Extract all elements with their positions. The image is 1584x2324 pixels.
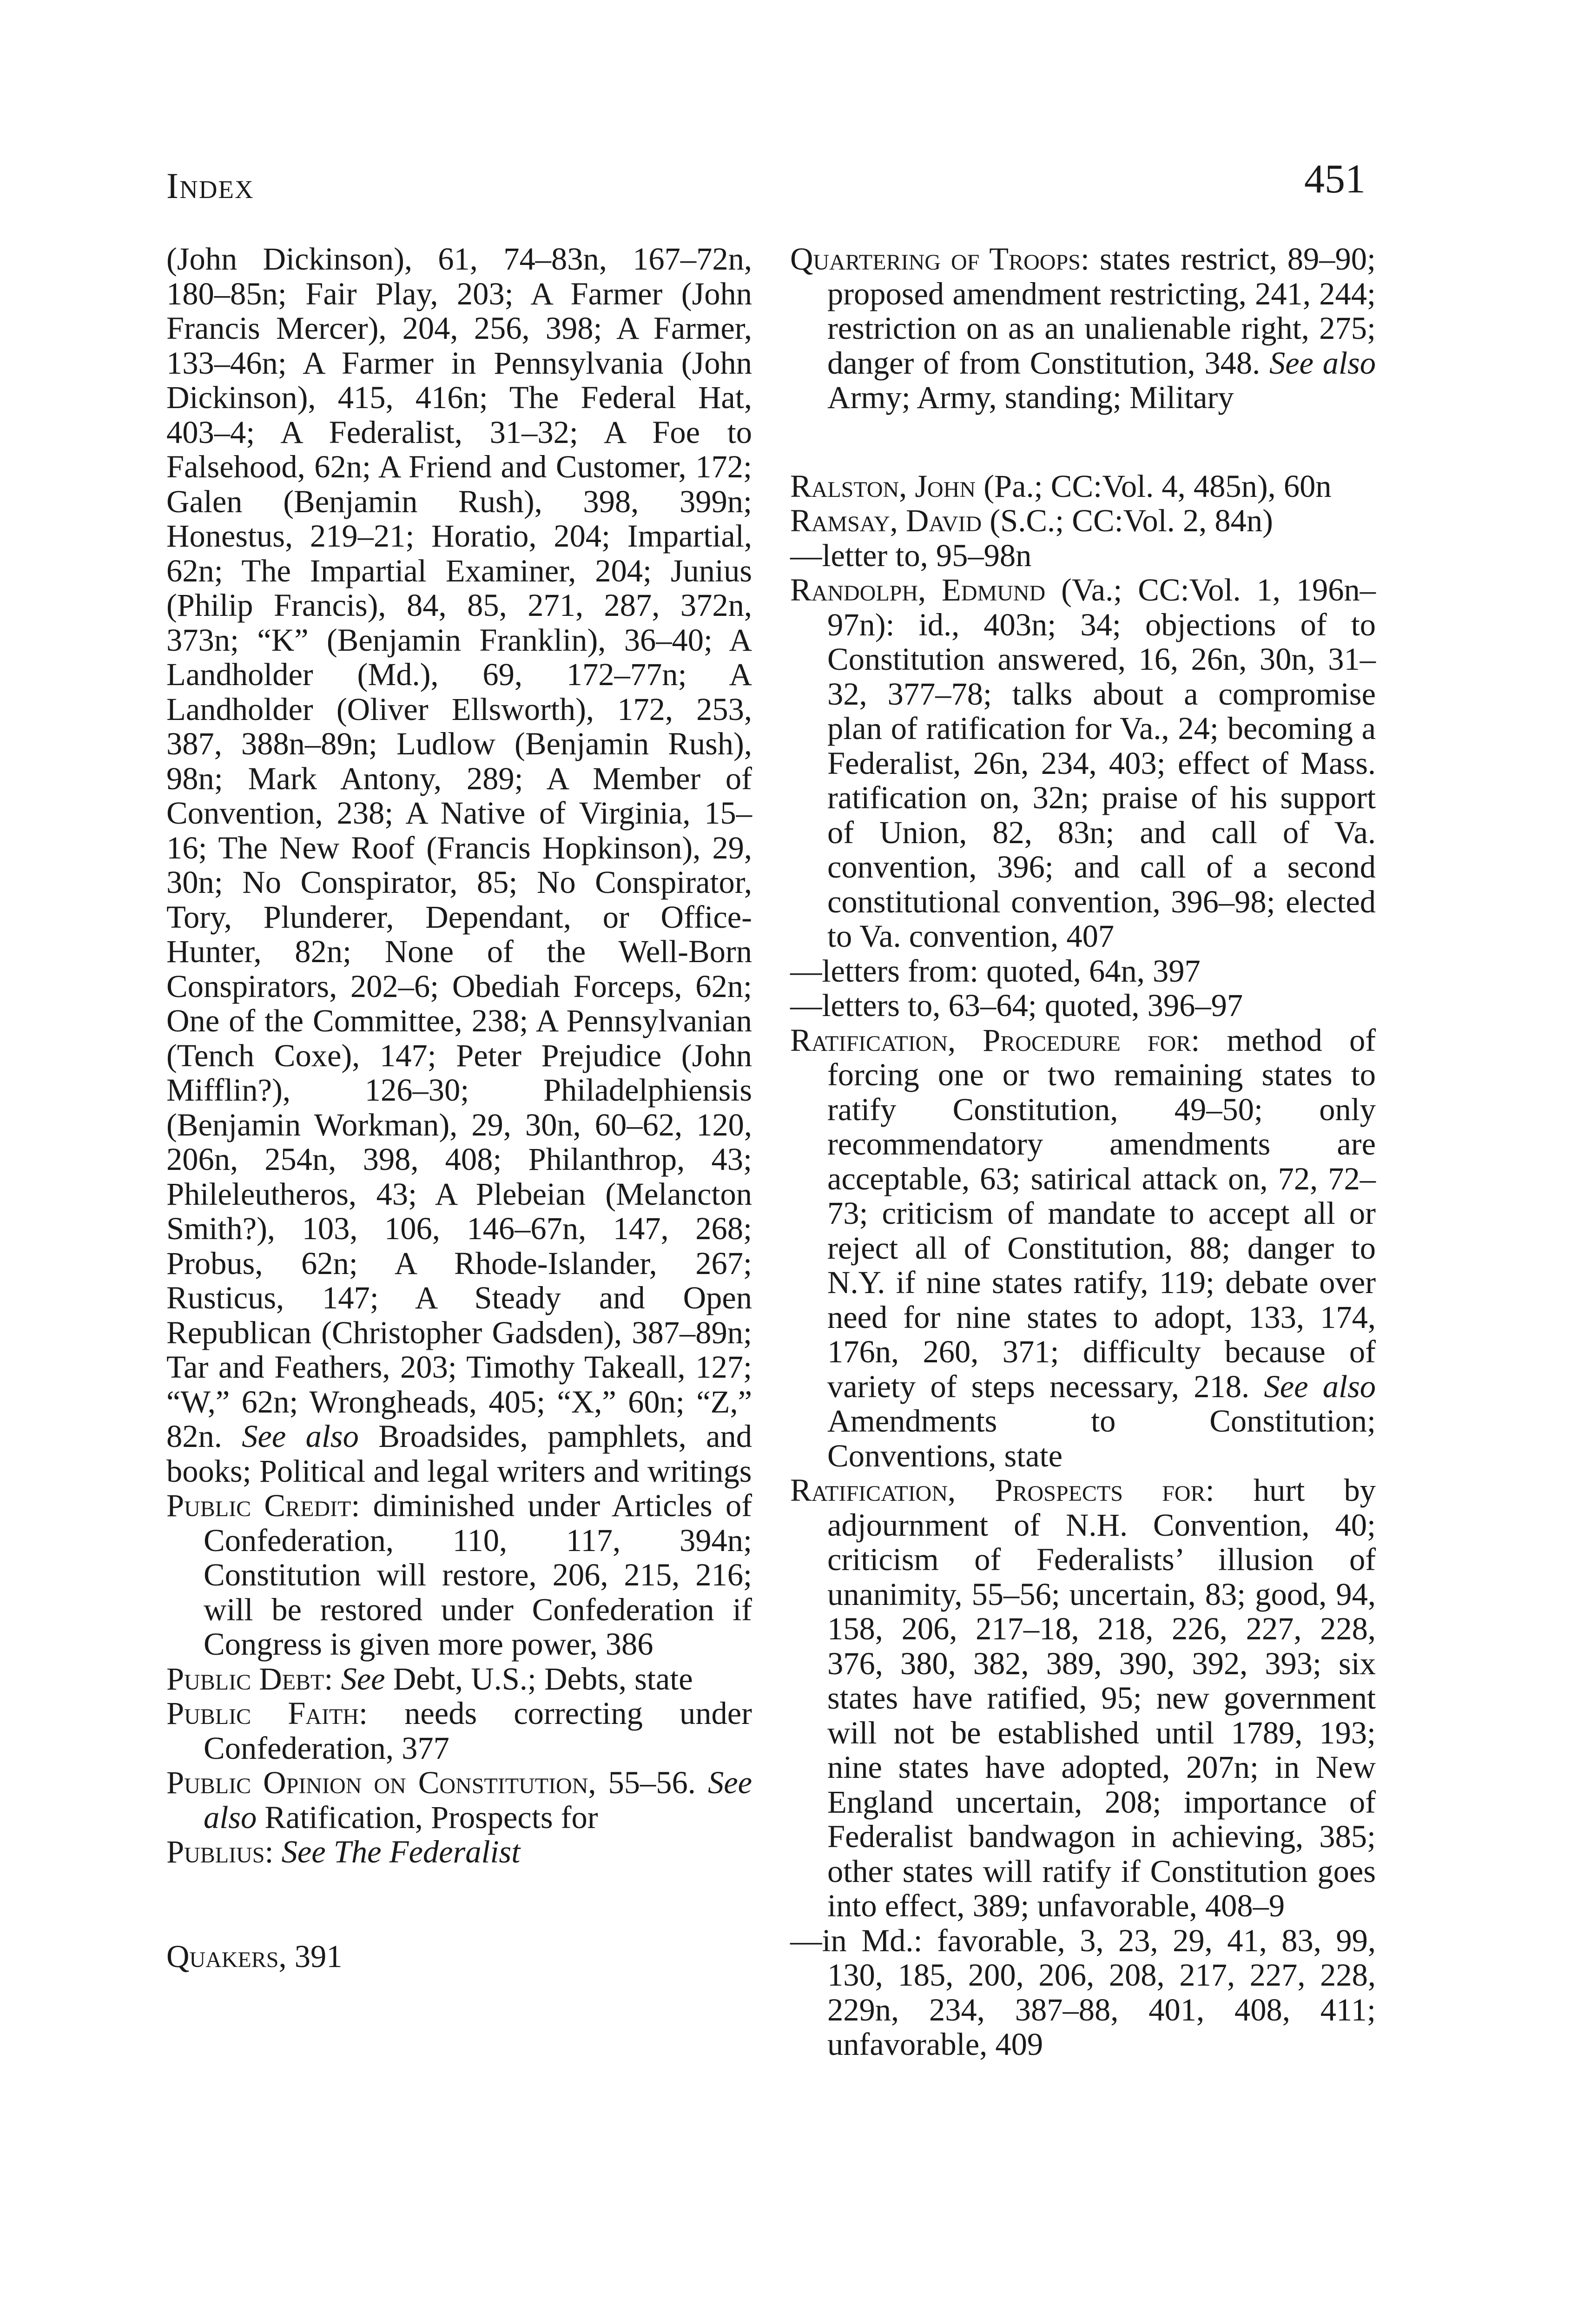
index-subentry-randolph-letters-to: —letters to, 63–64; quoted, 396–97 <box>790 988 1243 1023</box>
entry-text: 391 <box>294 1938 343 1974</box>
entry-text: hurt by adjournment of N.H. Convention, 40; criticism of Federalists’ illusion of unanimity, 55–56; uncertain, 83; good, 94, 158, 206, 217–18, 218, 226, 227, 228, 376, 380, 382, 389, 390, 392, 393; six states have ratified, 95; new government will not be established until 1789, 193; nine states have adopted, 207n; in New England uncertain, 208; importance of Federalist bandwagon in achieving, 385; other states will ratify if Constitution goes into effect, 389; unfavorable, 408–9 <box>827 1472 1376 1923</box>
entry-heading: Public Debt: <box>166 1661 333 1697</box>
entry-text: method of forcing one or two remaining states to ratify Constitution, 49–50; only recommendatory amendments are acceptable, 63; satirical attack on, 72, 72–73; criticism of mandate to accept all or reject all of Constitution, 88; danger to N.Y. if nine states ratify, 119; debate over need for nine states to adopt, 133, 174, 176n, 260, 371; difficulty because of variety of steps necessary, 218. <box>827 1022 1376 1404</box>
index-subentry-prospects-md: —in Md.: favorable, 3, 23, 29, 41, 83, 99, 130, 185, 200, 206, 208, 217, 227, 228, 229n, 234, 387–88, 401, 408, 411; unfavorable, 409 <box>790 1922 1376 2062</box>
index-entry-ralston <box>790 469 1376 504</box>
index-subentry-randolph-letters-from: —letters from: quoted, 64n, 397 <box>790 953 1201 989</box>
entry-heading: Quakers, <box>166 1938 287 1974</box>
index-entry-ratification-procedure <box>790 1023 1376 1473</box>
continuation-see-also: See also <box>242 1419 359 1454</box>
index-entry-public-debt <box>166 1662 752 1697</box>
entry-heading: Public Faith: <box>166 1696 368 1731</box>
entry-text: 55–56. <box>608 1765 696 1800</box>
entry-text: states restrict, 89–90; proposed amendment restricting, 241, 244; restriction on as an unalienable right, 275; danger of from Constitution, 348. <box>827 241 1376 381</box>
index-entry-publius <box>166 1835 752 1869</box>
continuation-tail: Broadsides, pamphlets, and books; Political and legal writers and writings <box>166 1419 752 1489</box>
entry-text: diminished under Articles of Confederation, 110, 117, 394n; Constitution will restore, 206, 215, 216; will be restored under Confederation if Congress is given more power, 386 <box>204 1488 752 1662</box>
left-column <box>166 242 752 1974</box>
entry-heading: Public Credit: <box>166 1488 360 1523</box>
entry-tail: Army; Army, standing; Military <box>827 380 1234 415</box>
entry-heading: Ramsay, David <box>790 503 982 538</box>
index-entry-quakers <box>166 1939 752 1974</box>
entry-see-also: See also <box>1264 1368 1376 1404</box>
entry-text: Debt, U.S.; Debts, state <box>393 1661 693 1697</box>
entry-see-also: See also <box>1269 345 1376 381</box>
entry-heading: Quartering of Troops: <box>790 241 1089 277</box>
entry-heading: Publius: <box>166 1834 274 1869</box>
page-number: 451 <box>1304 157 1366 202</box>
entry-see: See <box>341 1661 385 1697</box>
entry-see-also: See also <box>204 1765 752 1835</box>
entry-text: (S.C.; CC:Vol. 2, 84n) <box>990 503 1273 538</box>
entry-text: needs correcting under Confederation, 377 <box>204 1696 752 1766</box>
index-entry-public-faith <box>166 1696 752 1765</box>
entry-heading: Ralston, John <box>790 468 976 504</box>
running-head: Index <box>166 165 254 206</box>
index-entry-public-opinion <box>166 1765 752 1835</box>
entry-tail: Ratification, Prospects for <box>264 1799 598 1835</box>
continuation-text: (John Dickinson), 61, 74–83n, 167–72n, 180–85n; Fair Play, 203; A Farmer (John Francis Mercer), 204, 256, 398; A Farmer, 133–46n; A Farmer in Pennsylvania (John Dickinson), 415, 416n; The Federal Hat, 403–4; A Federalist, 31–32; A Foe to Falsehood, 62n; A Friend and Customer, 172; Galen (Benjamin Rush), 398, 399n; Honestus, 219–21; Horatio, 204; Impartial, 62n; The Impartial Examiner, 204; Junius (Philip Francis), 84, 85, 271, 287, 372n, 373n; “K” (Benjamin Franklin), 36–40; A Landholder (Md.), 69, 172–77n; A Landholder (Oliver Ellsworth), 172, 253, 387, 388n–89n; Ludlow (Benjamin Rush), 98n; Mark Antony, 289; A Member of Convention, 238; A Native of Virginia, 15–16; The New Roof (Francis Hopkinson), 29, 30n; No Conspirator, 85; No Conspirator, Tory, Plunderer, Dependant, or Office-Hunter, 82n; None of the Well-Born Conspirators, 202–6; Obediah Forceps, 62n; One of the Committee, 238; A Pennsylvanian (Tench Coxe), 147; Peter Prejudice (John Mifflin?), 126–30; Philadelphiensis (Benjamin Workman), 29, 30n, 60–62, 120, 206n, 254n, 398, 408; Philanthrop, 43; Phileleutheros, 43; A Plebeian (Melancton Smith?), 103, 106, 146–67n, 147, 268; Probus, 62n; A Rhode-Islander, 267; Rusticus, 147; A Steady and Open Republican (Christopher Gadsden), 387–89n; Tar and Feathers, 203; Timothy Takeall, 127; “W,” 62n; Wrongheads, 405; “X,” 60n; “Z,” 82n. <box>166 241 752 1454</box>
entry-heading: Ratification, Prospects for: <box>790 1472 1214 1508</box>
index-continuation <box>166 242 752 1488</box>
entry-text: (Pa.; CC:Vol. 4, 485n), 60n <box>983 468 1332 504</box>
index-entry-public-credit <box>166 1488 752 1662</box>
entry-heading: Ratification, Procedure for: <box>790 1022 1200 1058</box>
entry-see: See The Federalist <box>281 1834 521 1869</box>
index-subentry-ramsay-letter: —letter to, 95–98n <box>790 537 1032 573</box>
index-entry-quartering <box>790 242 1376 415</box>
entry-heading: Public Opinion on Constitution, <box>166 1765 596 1800</box>
entry-text: (Va.; CC:Vol. 1, 196n–97n): id., 403n; 34; objections of to Constitution answered, 16, 26n, 30n, 31–32, 377–78; talks about a compromise plan of ratification for Va., 24; becoming a Federalist, 26n, 234, 403; effect of Mass. ratification on, 32n; praise of his support of Union, 82, 83n; and call of Va. convention, 396; and call of a second constitutional convention, 396–98; elected to Va. convention, 407 <box>827 572 1376 954</box>
entry-tail: Amendments to Constitution; Conventions, state <box>827 1403 1376 1473</box>
index-entry-ramsay <box>790 503 1376 538</box>
right-column <box>790 242 1376 2062</box>
index-entry-randolph <box>790 573 1376 954</box>
entry-heading: Randolph, Edmund <box>790 572 1046 607</box>
index-entry-ratification-prospects <box>790 1473 1376 1923</box>
